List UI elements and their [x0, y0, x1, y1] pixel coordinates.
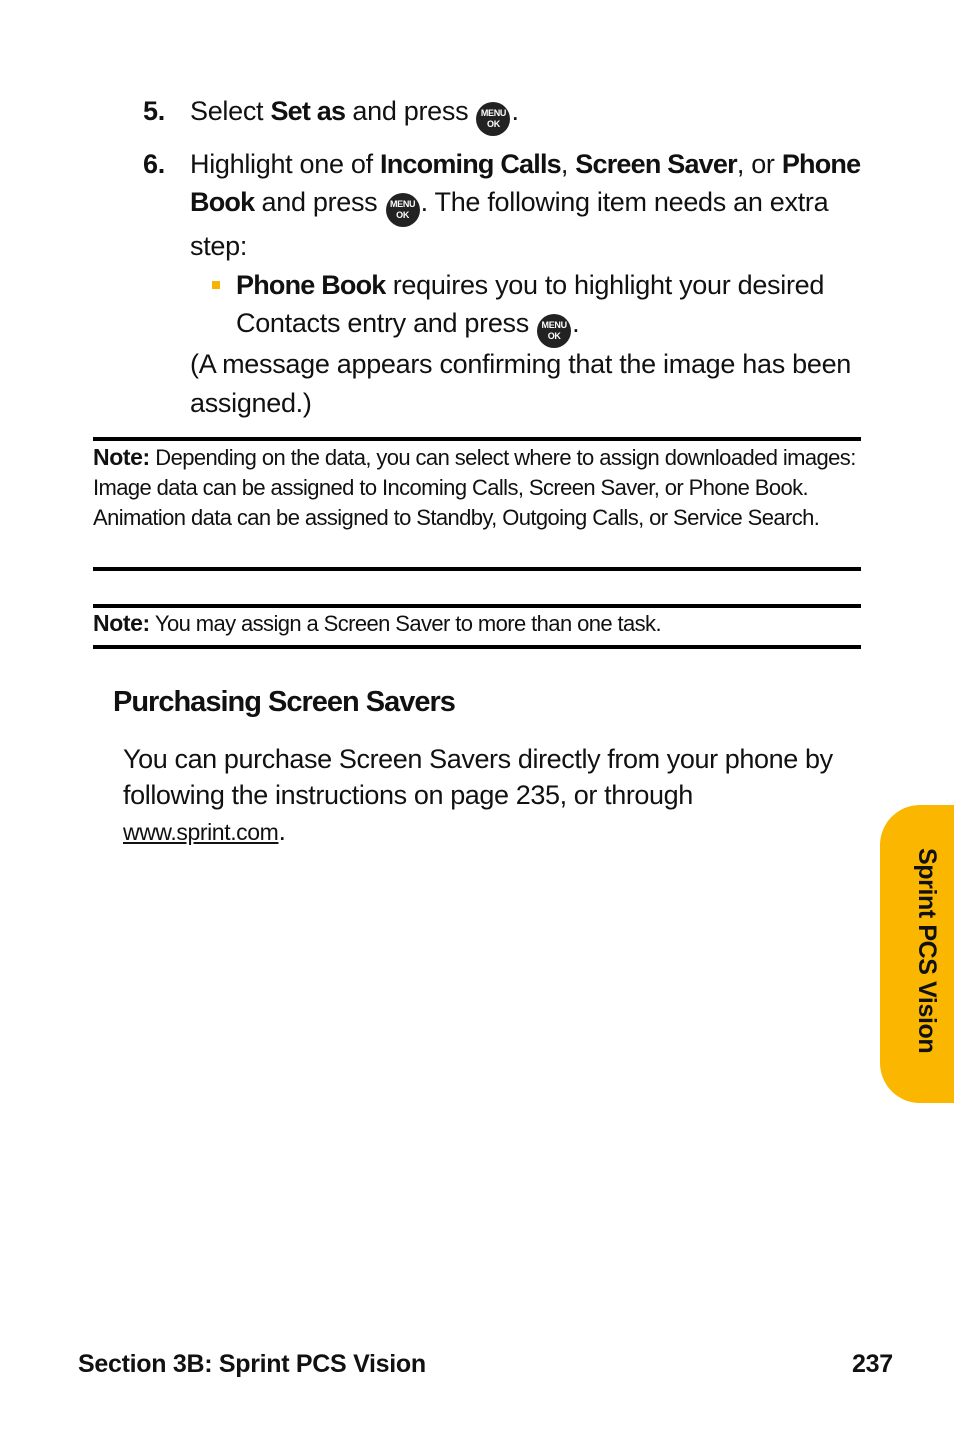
step-text: Select: [190, 96, 271, 126]
footer-section: Section 3B: Sprint PCS Vision: [78, 1350, 426, 1378]
step-text: Highlight one of: [190, 149, 381, 179]
step-text: and press: [254, 187, 385, 217]
bullet-square-icon: [212, 281, 220, 289]
bullet-text: requires you to highlight your desired: [385, 270, 825, 300]
note-text: Depending on the data, you can select where to assign downloaded images: Image data can be assigned to Incoming Calls, Screen Saver, or Phone Book. Animation data can be assigned to Standby, Outgoing Calls, or Service Search.: [93, 445, 856, 530]
step-number: 6.: [143, 149, 165, 179]
option-incoming-calls: Incoming Calls: [380, 149, 561, 179]
note-text: You may assign a Screen Saver to more than one task.: [149, 611, 661, 636]
option-phone-book: Phone Book: [236, 270, 386, 300]
confirmation-text: [190, 345, 870, 423]
menu-ok-key-icon: MENU OK: [476, 102, 510, 136]
menu-ok-key-icon: MENU OK: [537, 314, 571, 348]
step-text: .: [511, 96, 519, 126]
page-number: 237: [852, 1350, 893, 1378]
bullet-text: .: [572, 308, 580, 338]
note-label: Note:: [93, 610, 150, 636]
step-text: and press: [345, 96, 476, 126]
section-paragraph: [123, 741, 843, 850]
note-1: [93, 442, 861, 533]
note-label: Note:: [93, 444, 150, 470]
paragraph-text: .: [278, 816, 286, 846]
bullet-phone-book: [236, 266, 856, 348]
note-top-rule: [93, 437, 861, 441]
confirmation-line: (A message appears confirming that the image has been: [190, 349, 851, 379]
confirmation-line: assigned.): [190, 388, 312, 418]
step-text: , or: [736, 149, 782, 179]
side-tab-label: Sprint PCS Vision: [913, 848, 941, 1054]
note-bottom-rule: [93, 645, 861, 649]
step-number: 5.: [143, 96, 165, 126]
note-bottom-rule: [93, 567, 861, 571]
step-text: ,: [560, 149, 576, 179]
menu-ok-key-icon: MENU OK: [386, 193, 420, 227]
menu-option-set-as: Set as: [270, 96, 346, 126]
sprint-link[interactable]: www.sprint.com: [123, 819, 279, 845]
option-book: Book: [190, 187, 255, 217]
step-text: . The following item needs an extra: [420, 187, 829, 217]
paragraph-text: You can purchase Screen Savers directly from your phone by following the instructions on page 235, or through: [123, 744, 833, 810]
option-phone: Phone: [781, 149, 861, 179]
step-text: step:: [190, 231, 248, 261]
option-screen-saver: Screen Saver: [575, 149, 737, 179]
section-heading: Purchasing Screen Savers: [113, 686, 455, 718]
bullet-text: Contacts entry and press: [236, 308, 537, 338]
note-2: [93, 608, 861, 639]
